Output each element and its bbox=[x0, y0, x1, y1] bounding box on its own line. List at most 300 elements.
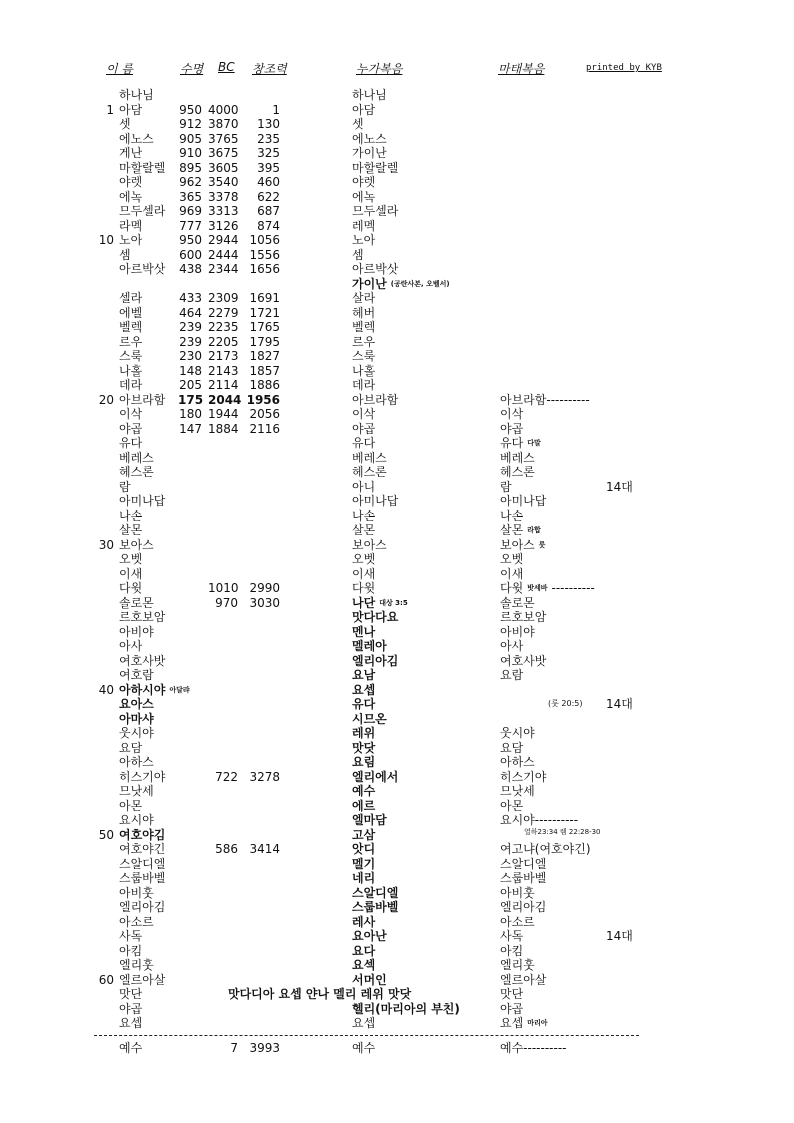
table-row bbox=[0, 639, 794, 654]
header-bc: BC bbox=[218, 60, 235, 74]
row-number: 60 bbox=[98, 972, 114, 987]
table-row bbox=[0, 581, 794, 596]
name-cell: 야곱 bbox=[119, 421, 143, 436]
table-row bbox=[0, 668, 794, 683]
reference-note: (룻 20:5) bbox=[548, 699, 583, 708]
matthew-cell: 아소르 bbox=[500, 914, 535, 929]
table-row bbox=[0, 1016, 794, 1031]
matthew-cell: 아비훗 bbox=[500, 885, 535, 900]
table-row bbox=[0, 494, 794, 509]
table-row bbox=[0, 509, 794, 524]
name-cell: 아미나답 bbox=[119, 494, 166, 508]
creation-cell: 1795 bbox=[249, 334, 280, 349]
table-row bbox=[0, 610, 794, 625]
luke-cell: 야렛 bbox=[352, 175, 376, 189]
name-cell: 이삭 bbox=[119, 407, 143, 421]
table-row bbox=[0, 175, 794, 190]
table-row bbox=[0, 393, 794, 408]
bc-cell: 722 bbox=[215, 769, 238, 784]
generation-count: 14대 bbox=[606, 929, 633, 943]
matthew-cell: 아하스 bbox=[500, 755, 535, 769]
table-row bbox=[0, 958, 794, 973]
matthew-cell: 엘리아김 bbox=[500, 900, 547, 914]
name-cell: 히스기야 bbox=[119, 769, 166, 784]
row-number: 10 bbox=[98, 233, 114, 247]
table-row bbox=[0, 233, 794, 248]
luke-cell: 하나님 bbox=[352, 88, 387, 102]
table-row bbox=[0, 161, 794, 176]
luke-cell: 살몬 bbox=[352, 523, 376, 537]
name-cell: 벨렉 bbox=[119, 320, 143, 334]
name-cell: 유다 bbox=[119, 436, 143, 450]
name-cell: 맛단 bbox=[119, 987, 143, 1001]
name-cell: 데라 bbox=[119, 378, 143, 392]
bc-cell: 2944 bbox=[208, 233, 239, 247]
luke-cell: 요셉 bbox=[352, 1016, 376, 1030]
luke-cell: 스룹바벨 bbox=[352, 900, 399, 914]
matthew-cell: 유다 다말 bbox=[500, 436, 541, 450]
creation-cell: 3414 bbox=[249, 842, 280, 856]
name-cell: 에노스 bbox=[119, 131, 154, 146]
luke-cell: 고삼 bbox=[352, 827, 376, 842]
matthew-cell: 다윗 밧세바 ---------- bbox=[500, 581, 595, 595]
luke-cell: 에녹 bbox=[352, 189, 376, 204]
luke-cell: 오벳 bbox=[352, 552, 376, 566]
luke-cell: 셋 bbox=[352, 117, 364, 131]
luke-cell: 르우 bbox=[352, 334, 376, 349]
table-row bbox=[0, 567, 794, 582]
row-number: 30 bbox=[98, 537, 114, 552]
table-row bbox=[0, 146, 794, 161]
luke-note: 대상 3:5 bbox=[379, 598, 408, 607]
name-cell: 이새 bbox=[119, 566, 143, 581]
header-luke: 누가복음 bbox=[356, 62, 403, 76]
table-row bbox=[0, 625, 794, 640]
name-cell: 요시야 bbox=[119, 813, 154, 827]
table-row bbox=[0, 538, 794, 553]
creation-cell: 2116 bbox=[249, 421, 280, 436]
name-cell: 엘리아김 bbox=[119, 900, 166, 914]
matthew-cell: 엘르아살 bbox=[500, 972, 547, 987]
luke-cell: 나단 대상 3:5 bbox=[352, 595, 408, 610]
creation-cell: 1556 bbox=[249, 247, 280, 262]
luke-cell: 서머인 bbox=[352, 972, 387, 987]
name-cell: 하나님 bbox=[119, 88, 154, 102]
matthew-cell: 요람 bbox=[500, 668, 524, 682]
name-cell: 아담 bbox=[119, 102, 143, 117]
table-row bbox=[0, 117, 794, 132]
table-row bbox=[0, 248, 794, 263]
luke-cell: 요섹 bbox=[352, 958, 376, 972]
lifespan-cell: 239 bbox=[179, 334, 202, 349]
creation-cell: 1886 bbox=[249, 378, 280, 392]
luke-cell: 헤스론 bbox=[352, 465, 387, 479]
table-row bbox=[0, 973, 794, 988]
luke-cell: 헤버 bbox=[352, 305, 376, 320]
table-row bbox=[0, 1002, 794, 1017]
table-row bbox=[0, 828, 794, 843]
name-cell: 스룹바벨 bbox=[119, 871, 166, 885]
name-cell: 아하스 bbox=[119, 755, 154, 769]
name-cell: 나손 bbox=[119, 508, 143, 523]
luke-cell: 엘마담 bbox=[352, 813, 387, 827]
luke-cell: 네리 bbox=[352, 871, 376, 885]
bc-cell: 3870 bbox=[208, 117, 239, 131]
lifespan-cell: 895 bbox=[179, 160, 202, 175]
name-cell: 스알디엘 bbox=[119, 856, 166, 871]
bc-cell: 3675 bbox=[208, 146, 239, 160]
luke-cell: 아미나답 bbox=[352, 494, 399, 508]
luke-cell: 요셉 bbox=[352, 682, 376, 697]
luke-cell: 앗디 bbox=[352, 842, 376, 856]
matthew-cell: 살몬 라합 bbox=[500, 523, 541, 537]
luke-cell: 아브라함 bbox=[352, 392, 399, 407]
luke-cell: 멘나 bbox=[352, 624, 376, 639]
luke-cell: 헬리(마리아의 부친) bbox=[352, 1001, 460, 1016]
name-cell: 헤스론 bbox=[119, 465, 154, 479]
lifespan-cell: 433 bbox=[179, 291, 202, 305]
luke-cell: 살라 bbox=[352, 291, 376, 305]
table-row bbox=[0, 465, 794, 480]
matthew-cell: 아비야 bbox=[500, 624, 535, 639]
bc-cell: 2044 bbox=[208, 392, 242, 407]
creation-cell: 874 bbox=[257, 218, 280, 233]
table-row bbox=[0, 335, 794, 350]
lifespan-cell: 969 bbox=[179, 204, 202, 218]
lifespan-cell: 438 bbox=[179, 262, 202, 276]
luke-cell: 멜레아 bbox=[352, 639, 387, 653]
table-row bbox=[0, 306, 794, 321]
luke-note: (공란사본, 오벨서) bbox=[390, 279, 450, 288]
luke-cell: 레위 bbox=[352, 726, 376, 740]
luke-cell: 베레스 bbox=[352, 450, 387, 465]
bc-cell: 4000 bbox=[208, 102, 239, 117]
table-row bbox=[0, 871, 794, 886]
generation-count: 14대 bbox=[606, 479, 633, 494]
table-row bbox=[0, 712, 794, 727]
matthew-cell: 스룹바벨 bbox=[500, 871, 547, 885]
name-cell: 야곱 bbox=[119, 1001, 143, 1016]
luke-cell: 유다 bbox=[352, 436, 376, 450]
inline-names: 맛다디아 요셉 얀나 멜리 레위 맛닷 bbox=[228, 987, 412, 1001]
matthew-cell: 사독 bbox=[500, 929, 524, 943]
luke-cell: 시므온 bbox=[352, 711, 387, 726]
luke-cell: 나홀 bbox=[352, 363, 376, 378]
creation-cell: 2990 bbox=[249, 581, 280, 595]
creation-cell: 2056 bbox=[249, 407, 280, 421]
table-row bbox=[0, 262, 794, 277]
name-cell: 르우 bbox=[119, 334, 143, 349]
bc-cell: 2114 bbox=[208, 378, 239, 392]
luke-cell: 요림 bbox=[352, 755, 376, 769]
matthew-dash: ---------- bbox=[551, 581, 595, 595]
bc-cell: 2309 bbox=[208, 291, 239, 305]
table-row bbox=[0, 552, 794, 567]
name-cell: 아르박삿 bbox=[119, 262, 166, 276]
table-row bbox=[0, 799, 794, 814]
name-cell: 보아스 bbox=[119, 537, 154, 552]
matthew-cell: 아킴 bbox=[500, 943, 524, 958]
luke-cell: 스룩 bbox=[352, 349, 376, 363]
name-cell: 사독 bbox=[119, 929, 143, 943]
name-cell: 웃시야 bbox=[119, 726, 154, 740]
table-row bbox=[0, 697, 794, 712]
matthew-cell: 보아스 룻 bbox=[500, 537, 546, 552]
table-row bbox=[0, 886, 794, 901]
matthew-note: 마리아 bbox=[527, 1019, 548, 1028]
lifespan-cell: 910 bbox=[179, 146, 202, 160]
luke-cell: 예수 bbox=[352, 784, 376, 798]
creation-cell: 1691 bbox=[249, 291, 280, 305]
luke-cell: 나손 bbox=[352, 508, 376, 523]
name-cell: 람 bbox=[119, 479, 131, 494]
luke-cell: 엘리에서 bbox=[352, 769, 399, 784]
luke-cell: 벨렉 bbox=[352, 320, 376, 334]
matthew-cell: 여호사밧 bbox=[500, 653, 547, 668]
separator-line bbox=[94, 1035, 639, 1036]
bc-cell: 3765 bbox=[208, 131, 239, 146]
matthew-note: 라합 bbox=[527, 526, 541, 535]
matthew-cell: 아브라함---------- bbox=[500, 392, 590, 407]
luke-cell: 데라 bbox=[352, 378, 376, 392]
bc-cell: 2444 bbox=[208, 247, 239, 262]
table-row bbox=[0, 784, 794, 799]
table-row bbox=[0, 349, 794, 364]
table-row bbox=[0, 857, 794, 872]
bc-cell: 586 bbox=[215, 842, 238, 856]
table-row bbox=[0, 378, 794, 393]
lifespan-cell: 230 bbox=[179, 349, 202, 363]
lifespan-cell: 147 bbox=[179, 421, 202, 436]
table-row bbox=[0, 480, 794, 495]
matthew-cell: 요시야---------- bbox=[500, 813, 579, 827]
name-cell: 아비훗 bbox=[119, 885, 154, 900]
lifespan-cell: 180 bbox=[179, 407, 202, 421]
matthew-note: 룻 bbox=[538, 540, 546, 549]
name-cell: 여호야김 bbox=[119, 827, 166, 842]
table-row bbox=[0, 813, 794, 828]
lifespan-cell: 148 bbox=[179, 363, 202, 378]
lifespan-cell: 905 bbox=[179, 131, 202, 146]
matthew-cell: 이새 bbox=[500, 566, 524, 581]
lifespan-cell: 912 bbox=[179, 117, 202, 131]
name-cell: 라멕 bbox=[119, 218, 143, 233]
creation-cell: 1056 bbox=[249, 233, 280, 247]
genealogy-table bbox=[0, 88, 794, 1055]
table-row bbox=[0, 436, 794, 451]
bc-cell: 2143 bbox=[208, 363, 239, 378]
matthew-cell: 이삭 bbox=[500, 407, 524, 421]
luke-cell: 요다 bbox=[352, 943, 376, 958]
creation-cell: 235 bbox=[257, 131, 280, 146]
luke-cell: 레멕 bbox=[352, 218, 376, 233]
creation-cell: 1656 bbox=[249, 262, 280, 276]
luke-cell: 셈 bbox=[352, 247, 364, 262]
table-row bbox=[0, 770, 794, 785]
luke-cell: 유다 bbox=[352, 697, 376, 711]
table-row bbox=[0, 755, 794, 770]
name-cell: 여호야긴 bbox=[119, 842, 166, 856]
matthew-cell: 아미나답 bbox=[500, 494, 547, 508]
lifespan-cell: 175 bbox=[178, 392, 204, 407]
matthew-cell: 맛단 bbox=[500, 987, 524, 1001]
luke-cell: 멜기 bbox=[352, 856, 376, 871]
name-cell: 야렛 bbox=[119, 175, 143, 189]
bc-cell: 3126 bbox=[208, 218, 239, 233]
bc-cell: 2344 bbox=[208, 262, 239, 276]
name-cell: 예수 bbox=[119, 1040, 143, 1055]
row-number: 50 bbox=[98, 827, 114, 842]
name-note: 아달랴 bbox=[169, 685, 190, 694]
matthew-cell: 르호보암 bbox=[500, 610, 547, 624]
matthew-cell: 요담 bbox=[500, 740, 524, 755]
header-lifespan: 수명 bbox=[180, 62, 204, 76]
table-row bbox=[0, 654, 794, 669]
header-matthew: 마태복음 bbox=[498, 62, 545, 76]
creation-cell: 1827 bbox=[249, 349, 280, 363]
lifespan-cell: 950 bbox=[179, 233, 202, 247]
table-row bbox=[0, 132, 794, 147]
lifespan-cell: 205 bbox=[179, 378, 202, 392]
matthew-cell: 야곱 bbox=[500, 1001, 524, 1016]
table-row bbox=[0, 219, 794, 234]
bc-cell: 1944 bbox=[208, 407, 239, 421]
luke-cell: 다윗 bbox=[352, 581, 376, 595]
luke-cell: 므두셀라 bbox=[352, 204, 399, 218]
creation-cell: 3278 bbox=[249, 769, 280, 784]
name-cell: 셈 bbox=[119, 247, 131, 262]
name-cell: 아마샤 bbox=[119, 711, 154, 726]
bc-cell: 1884 bbox=[208, 421, 239, 436]
table-row bbox=[0, 596, 794, 611]
table-row bbox=[0, 987, 794, 1002]
creation-cell: 1721 bbox=[249, 305, 280, 320]
luke-cell: 아르박삿 bbox=[352, 262, 399, 276]
matthew-cell: 히스기야 bbox=[500, 769, 547, 784]
table-row bbox=[0, 683, 794, 698]
table-row bbox=[0, 523, 794, 538]
luke-cell: 이새 bbox=[352, 566, 376, 581]
table-row bbox=[0, 741, 794, 756]
table-row bbox=[0, 451, 794, 466]
lifespan-cell: 950 bbox=[179, 102, 202, 117]
luke-cell: 아니 bbox=[352, 479, 376, 494]
matthew-cell: 오벳 bbox=[500, 552, 524, 566]
name-cell: 아몬 bbox=[119, 798, 143, 813]
bc-cell: 3540 bbox=[208, 175, 239, 189]
luke-cell: 가이난 (공란사본, 오벨서) bbox=[352, 276, 450, 291]
table-row bbox=[0, 422, 794, 437]
matthew-cell: 웃시야 bbox=[500, 726, 535, 740]
creation-cell: 1857 bbox=[249, 363, 280, 378]
luke-cell: 예수 bbox=[352, 1040, 376, 1055]
table-row bbox=[0, 929, 794, 944]
luke-cell: 레사 bbox=[352, 914, 376, 929]
name-cell: 에녹 bbox=[119, 189, 143, 204]
matthew-cell: 아사 bbox=[500, 639, 524, 653]
matthew-cell: 람 bbox=[500, 479, 512, 494]
creation-cell: 3030 bbox=[249, 595, 280, 610]
table-row bbox=[0, 88, 794, 103]
creation-cell: 1765 bbox=[249, 320, 280, 334]
name-cell: 엘르아살 bbox=[119, 972, 166, 987]
luke-cell: 노아 bbox=[352, 233, 376, 247]
bc-cell: 2279 bbox=[208, 305, 239, 320]
table-row bbox=[0, 842, 794, 857]
luke-cell: 스알디엘 bbox=[352, 885, 399, 900]
matthew-cell: 헤스론 bbox=[500, 465, 535, 479]
creation-cell: 460 bbox=[257, 175, 280, 189]
table-row bbox=[0, 364, 794, 379]
lifespan-cell: 239 bbox=[179, 320, 202, 334]
luke-cell: 보아스 bbox=[352, 537, 387, 552]
final-row bbox=[0, 1041, 794, 1056]
name-cell: 요셉 bbox=[119, 1016, 143, 1030]
lifespan-cell: 777 bbox=[179, 218, 202, 233]
name-cell: 에벨 bbox=[119, 305, 143, 320]
luke-cell: 가이난 bbox=[352, 146, 387, 160]
matthew-cell: 엘리훗 bbox=[500, 958, 535, 972]
luke-cell: 에노스 bbox=[352, 131, 387, 146]
name-cell: 아하시야 아달랴 bbox=[119, 682, 190, 697]
table-row bbox=[0, 291, 794, 306]
name-cell: 오벳 bbox=[119, 552, 143, 566]
matthew-cell: 여고냐(여호야긴) bbox=[500, 842, 591, 856]
creation-cell: 325 bbox=[257, 146, 280, 160]
name-cell: 여호사밧 bbox=[119, 653, 166, 668]
table-row bbox=[0, 944, 794, 959]
bc-cell: 970 bbox=[215, 595, 238, 610]
name-cell: 아사 bbox=[119, 639, 143, 653]
bc-cell: 1010 bbox=[208, 581, 239, 595]
bc-cell: 3313 bbox=[208, 204, 239, 218]
luke-cell: 맛닷 bbox=[352, 740, 376, 755]
matthew-cell: 므낫세 bbox=[500, 784, 535, 798]
row-number: 20 bbox=[98, 392, 114, 407]
generation-count: 14대 bbox=[606, 697, 633, 711]
name-cell: 아킴 bbox=[119, 943, 143, 958]
name-cell: 여호람 bbox=[119, 668, 154, 682]
bc-cell: 2235 bbox=[208, 320, 239, 334]
name-cell: 다윗 bbox=[119, 581, 143, 595]
luke-cell: 엘리아김 bbox=[352, 653, 399, 668]
name-cell: 엘리훗 bbox=[119, 958, 154, 972]
luke-cell: 요남 bbox=[352, 668, 376, 682]
name-cell: 므낫세 bbox=[119, 784, 154, 798]
row-number: 1 bbox=[106, 102, 114, 117]
lifespan-cell: 600 bbox=[179, 247, 202, 262]
creation-cell: 687 bbox=[257, 204, 280, 218]
creation-cell: 130 bbox=[257, 117, 280, 131]
bc-cell: 2205 bbox=[208, 334, 239, 349]
table-row bbox=[0, 103, 794, 118]
luke-cell: 마할랄렐 bbox=[352, 160, 399, 175]
luke-cell: 에르 bbox=[352, 798, 376, 813]
table-row bbox=[0, 915, 794, 930]
luke-cell: 아담 bbox=[352, 102, 376, 117]
name-cell: 므두셀라 bbox=[119, 204, 166, 218]
name-cell: 마할랄렐 bbox=[119, 160, 166, 175]
bc-cell: 7 bbox=[230, 1040, 238, 1055]
luke-cell: 요아난 bbox=[352, 929, 387, 943]
bc-cell: 2173 bbox=[208, 349, 239, 363]
lifespan-cell: 464 bbox=[179, 305, 202, 320]
name-cell: 스룩 bbox=[119, 349, 143, 363]
matthew-cell: 아몬 bbox=[500, 798, 524, 813]
header-name: 이 름 bbox=[106, 62, 133, 76]
matthew-note: 밧세바 bbox=[527, 584, 548, 593]
name-cell: 베레스 bbox=[119, 450, 154, 465]
